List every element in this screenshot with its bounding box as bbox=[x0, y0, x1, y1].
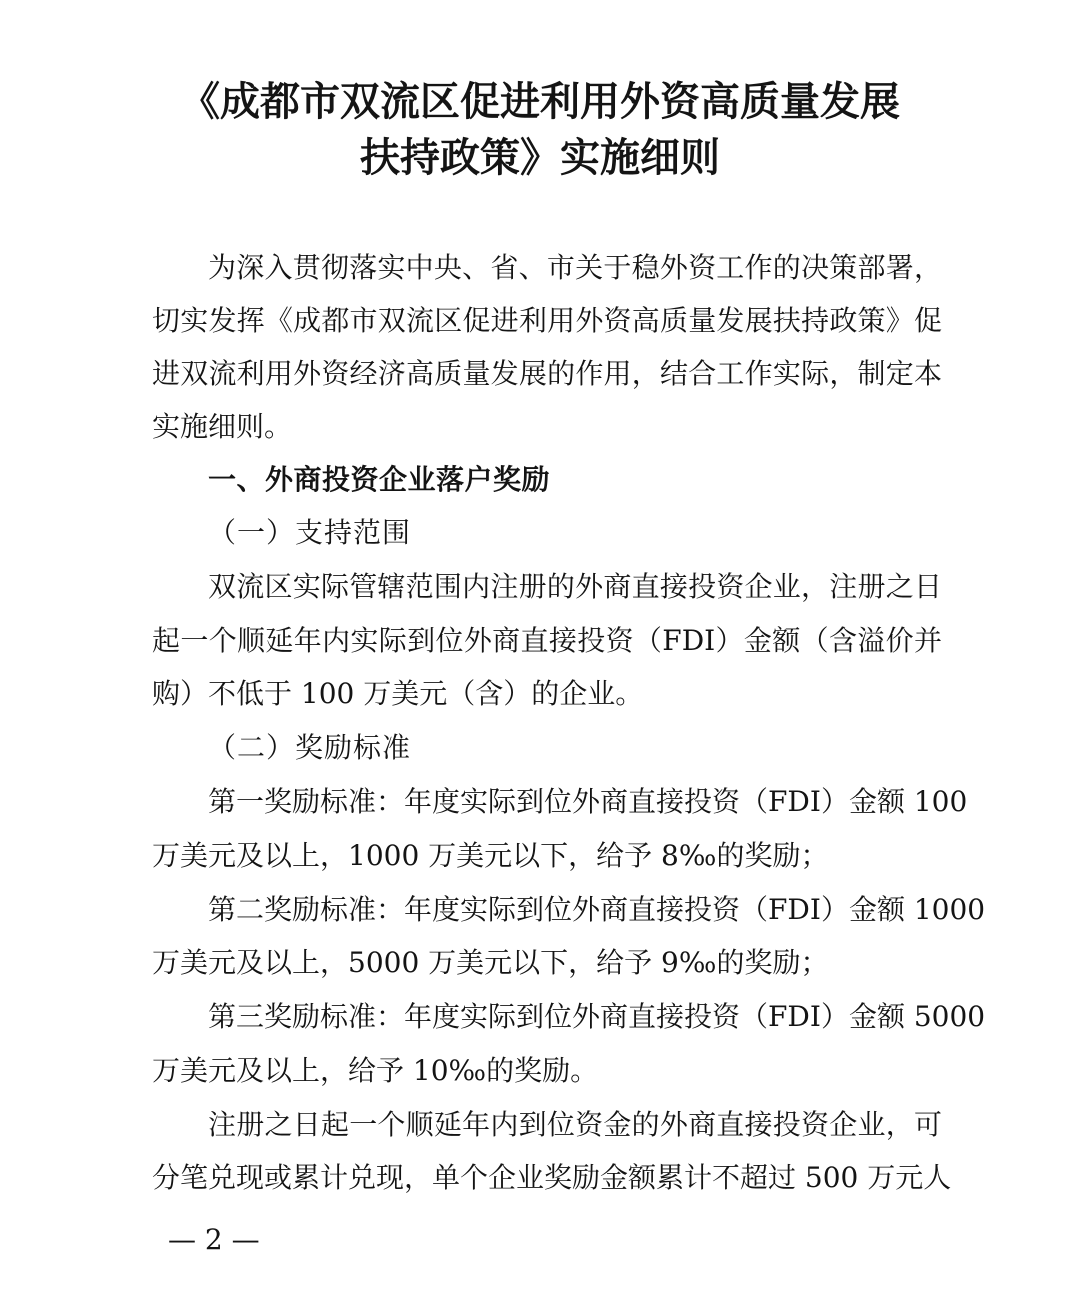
sub-heading-standards: （二）奖励标准 bbox=[208, 731, 412, 764]
intro-line-1: 为深入贯彻落实中央、省、市关于稳外资工作的决策部署， bbox=[208, 251, 942, 284]
document-title-line-1: 《成都市双流区促进利用外资高质量发展 bbox=[180, 79, 900, 125]
document-title-line-2: 扶持政策》实施细则 bbox=[360, 135, 720, 181]
section-heading: 一、外商投资企业落户奖励 bbox=[208, 463, 551, 496]
note-line-1: 注册之日起一个顺延年内到位资金的外商直接投资企业，可 bbox=[208, 1108, 942, 1141]
note-line-2: 分笔兑现或累计兑现，单个企业奖励金额累计不超过 500 万元人 bbox=[152, 1161, 952, 1194]
page-number: — 2 — bbox=[168, 1223, 260, 1256]
intro-line-2: 切实发挥《成都市双流区促进利用外资高质量发展扶持政策》促 bbox=[152, 304, 942, 337]
standard-3-line-1: 第三奖励标准：年度实际到位外商直接投资（FDI）金额 5000 bbox=[208, 1000, 986, 1033]
standard-3-line-2: 万美元及以上，给予 10‰的奖励。 bbox=[152, 1054, 599, 1087]
standard-2-line-1: 第二奖励标准：年度实际到位外商直接投资（FDI）金额 1000 bbox=[208, 893, 986, 926]
scope-line-2: 起一个顺延年内实际到位外商直接投资（FDI）金额（含溢价并 bbox=[152, 624, 942, 657]
standard-2-line-2: 万美元及以上，5000 万美元以下，给予 9‰的奖励； bbox=[152, 946, 829, 979]
standard-1-line-2: 万美元及以上，1000 万美元以下，给予 8‰的奖励； bbox=[152, 839, 829, 872]
scope-line-3: 购）不低于 100 万美元（含）的企业。 bbox=[152, 677, 644, 710]
standard-1-line-1: 第一奖励标准：年度实际到位外商直接投资（FDI）金额 100 bbox=[208, 785, 968, 818]
intro-line-4: 实施细则。 bbox=[152, 410, 293, 443]
intro-line-3: 进双流利用外资经济高质量发展的作用，结合工作实际，制定本 bbox=[152, 357, 942, 390]
scope-line-1: 双流区实际管辖范围内注册的外商直接投资企业，注册之日 bbox=[208, 570, 942, 603]
sub-heading-scope: （一）支持范围 bbox=[208, 516, 412, 549]
